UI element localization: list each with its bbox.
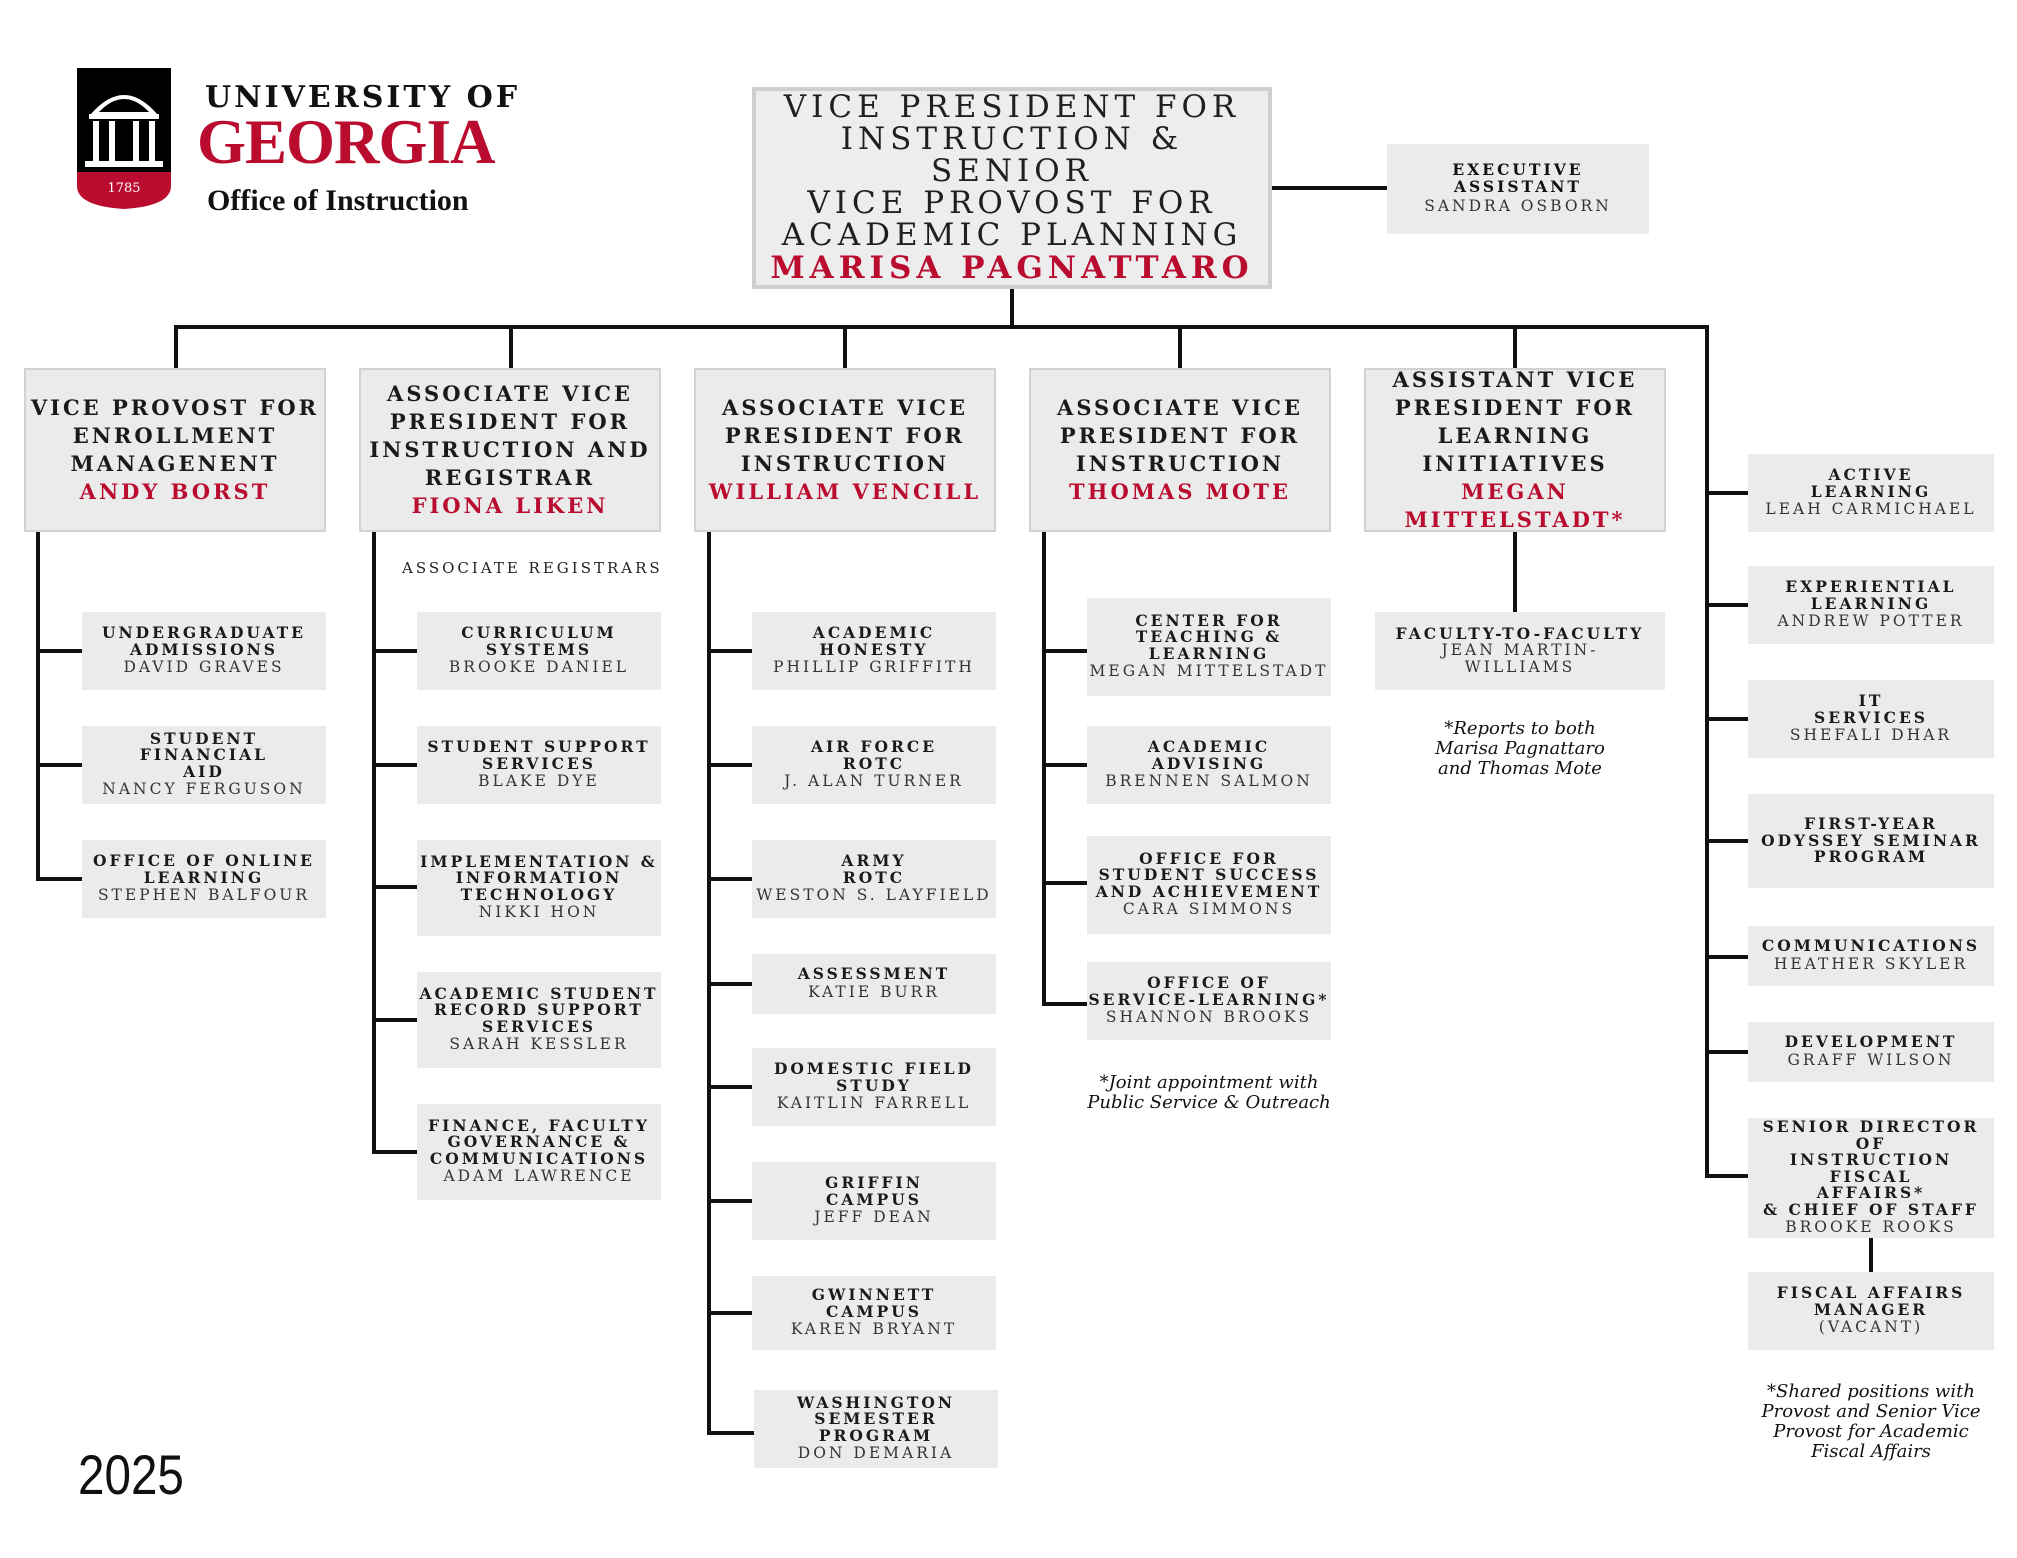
- unit-name: NANCY FERGUSON: [102, 780, 306, 799]
- unit-title: CENTER FOR: [1135, 610, 1283, 630]
- unit-name: SHANNON BROOKS: [1105, 1008, 1313, 1026]
- unit-name: BROOKE DANIEL: [448, 658, 630, 676]
- unit-name: (VACANT): [1818, 1318, 1924, 1336]
- note-line: *Reports to both: [1444, 718, 1596, 739]
- unit-title: SENIOR DIRECTOR OF: [1762, 1117, 1980, 1153]
- unit-box: [1748, 1272, 1994, 1350]
- connector-line: [1042, 763, 1087, 767]
- logo-line2: GEORGIA: [197, 107, 495, 177]
- footnote-shared-positions: [1738, 1382, 2004, 1462]
- unit-box: [417, 612, 661, 690]
- connector-line: [1705, 839, 1748, 843]
- connector-line: [707, 1431, 754, 1435]
- note-line: Public Service & Outreach: [1087, 1092, 1331, 1113]
- unit-title: ADVISING: [1151, 753, 1267, 773]
- head-name: ANDY BORST: [79, 479, 271, 504]
- connector-line: [36, 877, 82, 881]
- unit-title: ACADEMIC: [1147, 737, 1271, 756]
- unit-box: [417, 1104, 661, 1200]
- unit-box: [752, 612, 996, 690]
- unit-name: WESTON S. LAYFIELD: [756, 886, 992, 904]
- unit-title: COMMUNICATIONS: [429, 1148, 649, 1168]
- unit-box: [752, 726, 996, 804]
- head-title: INITIATIVES: [1422, 451, 1608, 476]
- head-name: FIONA LIKEN: [411, 493, 609, 518]
- unit-name: KATIE BURR: [808, 982, 940, 1001]
- unit-box: [1375, 612, 1665, 690]
- division-head-instruction-mote: [1029, 368, 1331, 532]
- unit-name: HEATHER SKYLER: [1773, 954, 1969, 973]
- connector-line: [843, 325, 847, 370]
- head-title: INSTRUCTION AND: [369, 437, 651, 462]
- unit-name: SHEFALI DHAR: [1789, 726, 1953, 744]
- unit-title: IT: [1858, 691, 1884, 710]
- top-title-line: VICE PROVOST FOR: [807, 185, 1217, 221]
- unit-box: [82, 840, 326, 918]
- connector-line: [707, 1311, 752, 1315]
- connector-line: [372, 1150, 417, 1154]
- unit-title: & CHIEF OF STAFF: [1763, 1199, 1979, 1219]
- unit-title: STUDENT FINANCIAL: [139, 728, 269, 765]
- connector-line: [36, 532, 40, 881]
- logo-line3: Office of Instruction: [207, 184, 469, 217]
- logo-line1: UNIVERSITY OF: [205, 80, 521, 115]
- connector-line: [1042, 1002, 1087, 1006]
- unit-box: [1748, 566, 1994, 644]
- connector-line: [1705, 1050, 1748, 1054]
- connector-line: [1272, 186, 1387, 190]
- unit-name: ADAM LAWRENCE: [443, 1167, 635, 1186]
- unit-name: LEAH CARMICHAEL: [1765, 500, 1977, 518]
- uga-logo: [77, 68, 537, 218]
- unit-box: [417, 972, 661, 1068]
- unit-title: TEACHING &: [1135, 627, 1283, 647]
- connector-line: [1178, 325, 1182, 370]
- unit-box: [1087, 836, 1331, 934]
- connector-line: [174, 325, 178, 370]
- unit-name: ANDREW POTTER: [1777, 612, 1965, 630]
- unit-name: DON DEMARIA: [797, 1444, 955, 1463]
- unit-title: GRIFFIN: [825, 1173, 923, 1192]
- unit-name: PHILLIP GRIFFITH: [773, 658, 975, 676]
- head-title: ASSOCIATE VICE: [722, 395, 968, 420]
- unit-box: [752, 1276, 996, 1350]
- unit-name: BRENNEN SALMON: [1105, 772, 1313, 790]
- unit-title: ASSESSMENT: [797, 964, 951, 984]
- unit-title: AFFAIRS*: [1816, 1183, 1926, 1202]
- unit-name: STEPHEN BALFOUR: [97, 886, 311, 904]
- unit-box: [752, 954, 996, 1014]
- unit-name: KAITLIN FARRELL: [776, 1094, 972, 1112]
- connector-line: [707, 877, 752, 881]
- connector-line: [1513, 532, 1517, 612]
- connector-line: [707, 649, 752, 653]
- unit-title: STUDENT SUCCESS: [1098, 865, 1320, 885]
- head-name: MEGAN MITTELSTADT*: [1404, 479, 1626, 532]
- unit-title: CURRICULUM: [461, 623, 617, 642]
- unit-title: ADMISSIONS: [129, 639, 279, 659]
- unit-box: [417, 840, 661, 936]
- unit-box: [752, 840, 996, 918]
- connector-line: [707, 1199, 752, 1203]
- connector-line: [1042, 881, 1087, 885]
- unit-box: [1087, 726, 1331, 804]
- unit-name: J. ALAN TURNER: [784, 772, 964, 790]
- unit-title: CAMPUS: [826, 1301, 922, 1321]
- unit-title: WASHINGTON: [796, 1392, 956, 1412]
- top-title-line: ACADEMIC PLANNING: [781, 217, 1243, 253]
- division-head-enrollment: [24, 368, 326, 532]
- connector-line: [707, 982, 752, 986]
- head-title: LEARNING: [1437, 423, 1593, 448]
- head-name: THOMAS MOTE: [1069, 479, 1291, 504]
- unit-title: SYSTEMS: [485, 639, 593, 659]
- unit-name: SARAH KESSLER: [449, 1035, 629, 1054]
- unit-box: [754, 1390, 998, 1468]
- unit-title: FISCAL AFFAIRS: [1776, 1283, 1966, 1302]
- connector-line: [509, 325, 513, 370]
- unit-title: OFFICE OF: [1147, 973, 1271, 992]
- unit-box: [1087, 962, 1331, 1040]
- unit-title: ARMY: [841, 851, 907, 870]
- unit-title: FACULTY-TO-FACULTY: [1395, 623, 1645, 643]
- top-title-line: INSTRUCTION & SENIOR: [840, 121, 1184, 189]
- unit-name: KAREN BRYANT: [790, 1320, 958, 1338]
- unit-title: SEMESTER PROGRAM: [814, 1409, 938, 1445]
- head-title: INSTRUCTION: [740, 451, 950, 476]
- connector-line: [36, 649, 82, 653]
- head-title: PRESIDENT FOR: [724, 423, 966, 448]
- unit-title: INSTRUCTION FISCAL: [1789, 1150, 1953, 1186]
- unit-title: SERVICES: [1814, 707, 1928, 727]
- unit-title: LEARNING: [1810, 481, 1932, 501]
- unit-title: DOMESTIC FIELD: [773, 1059, 975, 1078]
- unit-title: EXPERIENTIAL: [1785, 577, 1957, 596]
- top-name: MARISA PAGNATTARO: [770, 250, 1254, 286]
- unit-box: [1748, 794, 1994, 888]
- unit-box: [1748, 454, 1994, 532]
- unit-name: BLAKE DYE: [478, 772, 600, 790]
- unit-title: CAMPUS: [826, 1189, 922, 1209]
- unit-box: [752, 1162, 996, 1240]
- unit-title: SERVICE-LEARNING*: [1088, 989, 1330, 1009]
- footer-year: 2025: [78, 1443, 184, 1506]
- unit-title: ROTC: [842, 753, 906, 773]
- unit-box: [1748, 680, 1994, 758]
- unit-name: BROOKE ROOKS: [1785, 1218, 1957, 1236]
- connector-line: [1705, 955, 1748, 959]
- connector-line: [707, 1085, 752, 1089]
- connector-line: [1705, 717, 1748, 721]
- note-line: *Joint appointment with: [1099, 1072, 1319, 1093]
- unit-name: JEAN MARTIN- WILLIAMS: [1441, 641, 1599, 677]
- head-title: PRESIDENT FOR: [389, 409, 631, 434]
- top-title-line: VICE PRESIDENT FOR: [783, 89, 1241, 125]
- unit-title: UNDERGRADUATE: [102, 623, 306, 642]
- note-line: Provost and Senior Vice: [1761, 1401, 1981, 1422]
- unit-title: ODYSSEY SEMINAR: [1761, 830, 1981, 850]
- associate-registrars-label: ASSOCIATE REGISTRARS: [402, 559, 663, 577]
- unit-title: ACADEMIC: [812, 623, 936, 642]
- head-title: INSTRUCTION: [1075, 451, 1285, 476]
- head-title: ASSOCIATE VICE: [387, 381, 633, 406]
- unit-box: [82, 726, 326, 804]
- connector-line: [1705, 1174, 1748, 1178]
- note-line: Marisa Pagnattaro: [1435, 738, 1605, 759]
- unit-title: SERVICES: [482, 1016, 596, 1036]
- note-line: *Shared positions with: [1767, 1381, 1975, 1402]
- connector-line: [372, 1018, 417, 1022]
- unit-title: FINANCE, FACULTY: [428, 1115, 650, 1135]
- unit-name: CARA SIMMONS: [1122, 900, 1296, 919]
- connector-line: [1513, 325, 1517, 370]
- division-head-registrar: [359, 368, 661, 532]
- unit-title: FIRST-YEAR: [1804, 814, 1938, 834]
- connector-line: [372, 763, 417, 767]
- head-title: PRESIDENT FOR: [1059, 423, 1301, 448]
- unit-title: IMPLEMENTATION &: [420, 851, 658, 871]
- head-title: REGISTRAR: [424, 465, 596, 490]
- head-title: PRESIDENT FOR: [1394, 395, 1636, 420]
- connector-line: [707, 763, 752, 767]
- footnote-joint-appointment: [1078, 1073, 1340, 1113]
- unit-title: DEVELOPMENT: [1784, 1032, 1958, 1052]
- unit-title: LEARNING: [143, 867, 265, 887]
- unit-title: MANAGER: [1813, 1299, 1929, 1319]
- connector-line: [1869, 1238, 1873, 1272]
- unit-title: LEARNING: [1810, 593, 1932, 613]
- connector-line: [1042, 532, 1046, 1006]
- unit-box: [752, 1048, 996, 1126]
- connector-line: [372, 532, 376, 1154]
- unit-title: OFFICE OF ONLINE: [92, 851, 315, 870]
- unit-box: [1748, 1118, 1994, 1238]
- connector-line: [1705, 491, 1748, 495]
- connector-line: [372, 885, 417, 889]
- head-title: VICE PROVOST FOR: [30, 395, 320, 420]
- unit-title: SERVICES: [482, 753, 596, 773]
- footnote-reports-to-both: [1385, 719, 1655, 779]
- unit-title: AIR FORCE: [810, 737, 938, 756]
- unit-title: HONESTY: [819, 639, 929, 659]
- head-title: ASSOCIATE VICE: [1057, 395, 1303, 420]
- unit-box: [1087, 598, 1331, 696]
- unit-title: ROTC: [842, 867, 906, 887]
- connector-line: [174, 325, 1709, 329]
- unit-box: [1748, 1022, 1994, 1082]
- unit-box: [1748, 926, 1994, 986]
- note-line: Fiscal Affairs: [1811, 1441, 1931, 1462]
- unit-box: [417, 726, 661, 804]
- unit-title: PROGRAM: [1813, 847, 1929, 867]
- unit-title: RECORD SUPPORT: [434, 1000, 644, 1020]
- note-line: and Thomas Mote: [1438, 758, 1602, 779]
- unit-title: TECHNOLOGY: [460, 884, 618, 904]
- connector-line: [1010, 289, 1014, 327]
- unit-title: ACADEMIC STUDENT: [419, 983, 659, 1003]
- unit-name: DAVID GRAVES: [123, 658, 285, 676]
- unit-box: [82, 612, 326, 690]
- head-title: MANAGENENT: [70, 451, 280, 476]
- logo-year: 1785: [107, 181, 141, 196]
- connector-line: [372, 649, 417, 653]
- unit-title: GOVERNANCE &: [447, 1132, 631, 1152]
- unit-title: INFORMATION: [455, 868, 623, 888]
- unit-title: STUDENT SUPPORT: [427, 737, 651, 756]
- unit-title: OFFICE FOR: [1139, 848, 1279, 868]
- head-title: ENROLLMENT: [72, 423, 278, 448]
- head-title: ASSISTANT VICE: [1392, 367, 1638, 392]
- unit-name: NIKKI HON: [478, 903, 600, 922]
- unit-title: GWINNETT: [811, 1285, 937, 1304]
- ea-title: ASSISTANT: [1454, 177, 1582, 196]
- ea-title: EXECUTIVE: [1452, 160, 1584, 179]
- unit-name: GRAFF WILSON: [1787, 1050, 1955, 1069]
- top-executive-box: [752, 87, 1272, 289]
- division-head-learning-initiatives: [1364, 368, 1666, 532]
- note-line: Provost for Academic: [1773, 1421, 1969, 1442]
- unit-name: JEFF DEAN: [814, 1208, 934, 1226]
- head-name: WILLIAM VENCILL: [708, 479, 982, 504]
- connector-line: [1705, 603, 1748, 607]
- unit-title: AID: [183, 761, 225, 781]
- unit-title: ACTIVE: [1828, 465, 1914, 484]
- unit-title: STUDY: [836, 1075, 912, 1095]
- connector-line: [36, 763, 82, 767]
- connector-line: [1042, 649, 1087, 653]
- unit-title: LEARNING: [1148, 643, 1270, 663]
- unit-title: COMMUNICATIONS: [1761, 936, 1981, 956]
- ea-name: SANDRA OSBORN: [1424, 197, 1612, 215]
- unit-name: MEGAN MITTELSTADT: [1089, 662, 1329, 681]
- division-head-instruction-vencill: [694, 368, 996, 532]
- executive-assistant-box: [1387, 144, 1649, 234]
- unit-title: AND ACHIEVEMENT: [1095, 881, 1323, 901]
